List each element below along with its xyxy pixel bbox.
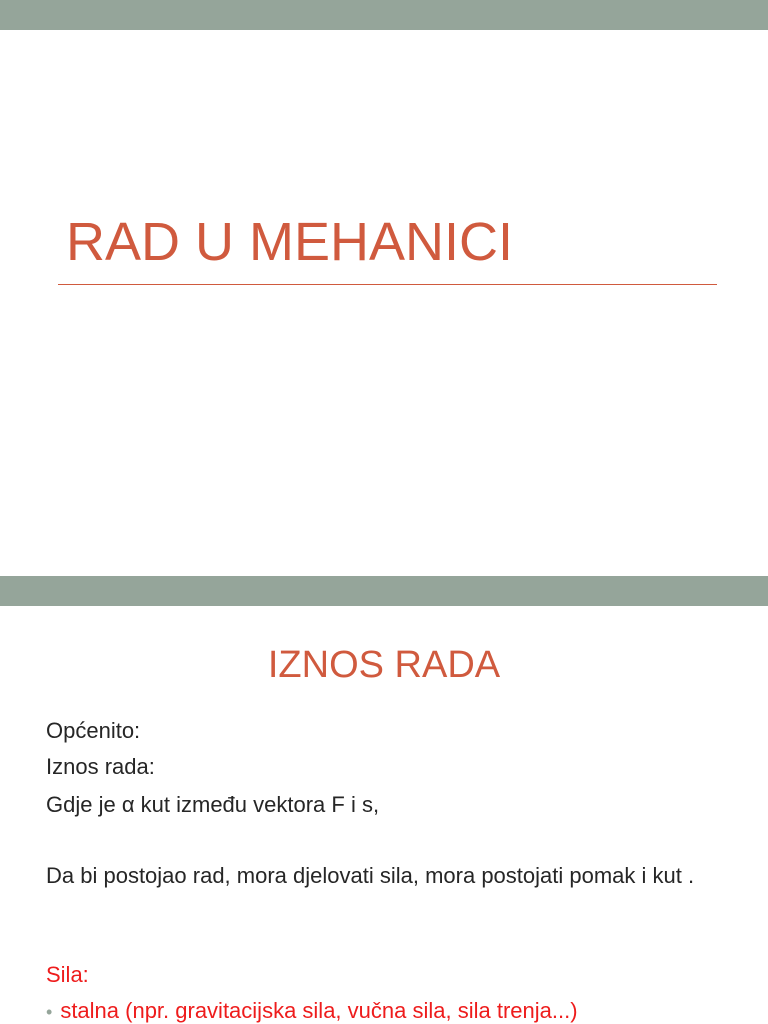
bullet-text: stalna (npr. gravitacijska sila, vučna sila, sila trenja...) — [60, 998, 578, 1023]
body-line-1: Općenito: — [46, 718, 141, 743]
top-band — [0, 0, 768, 30]
bullet-item — [46, 996, 578, 1024]
body-line-3: Gdje je α kut između vektora F i s, — [46, 792, 380, 817]
bullet-dot-icon: • — [46, 1002, 53, 1022]
slide-separator-band — [0, 576, 768, 606]
sila-heading: Sila: — [46, 962, 89, 987]
body-paragraph: Da bi postojao rad, mora djelovati sila, mora postojati pomak i kut . — [46, 863, 695, 888]
section-title: IZNOS RADA — [267, 644, 501, 686]
body-line-2: Iznos rada: — [46, 754, 155, 779]
title-underline — [58, 284, 717, 285]
slide-title: RAD U MEHANICI — [66, 212, 514, 272]
